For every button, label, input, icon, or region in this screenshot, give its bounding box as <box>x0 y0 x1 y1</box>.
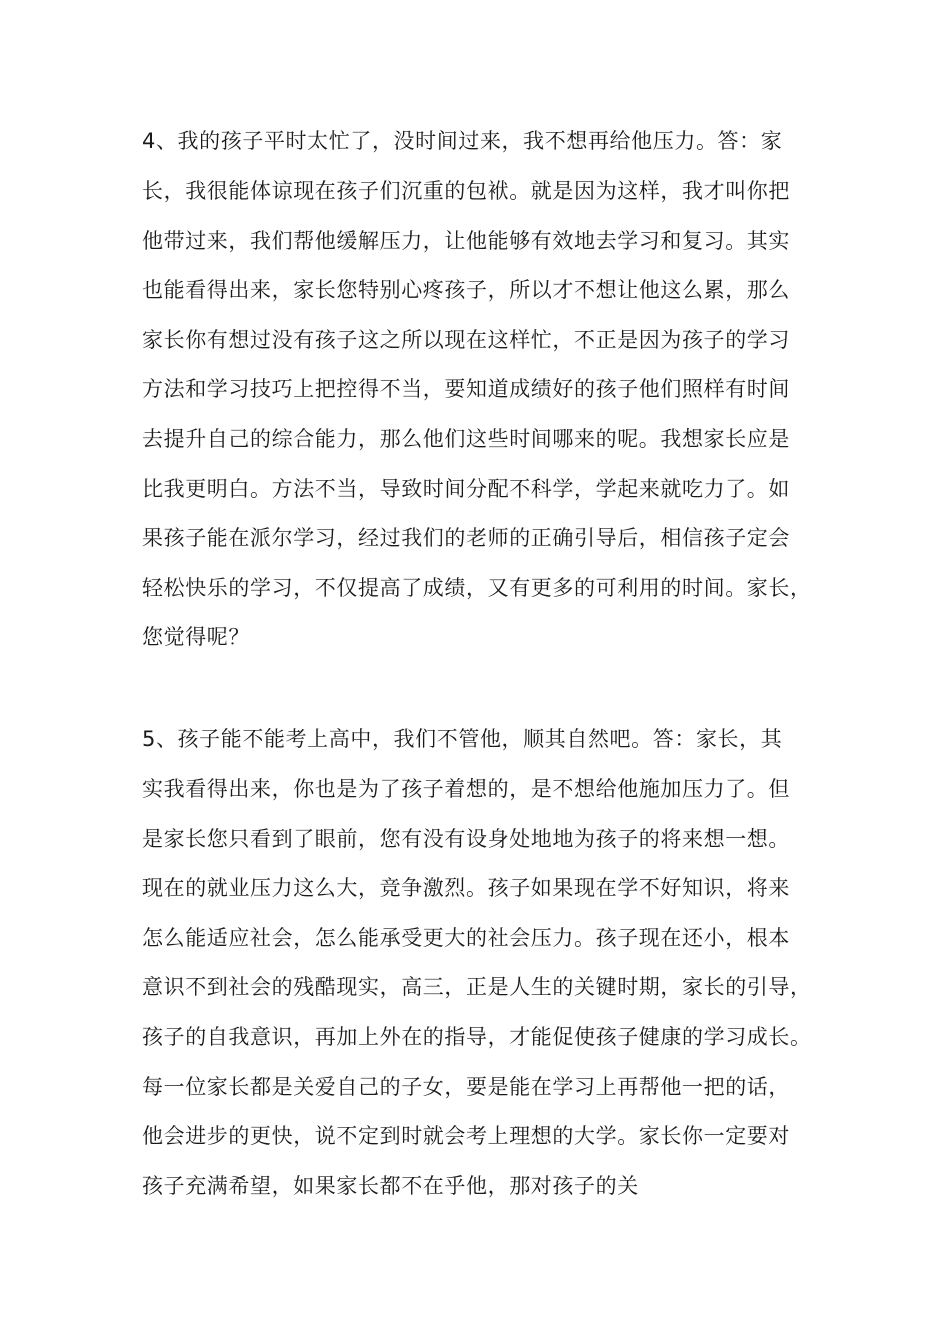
text-line: 4、我的孩子平时太忙了，没时间过来，我不想再给他压力。答：家 <box>142 129 783 153</box>
text-line: 您觉得呢？ <box>142 625 250 649</box>
text-line: 家长你有想过没有孩子这之所以现在这样忙，不正是因为孩子的学习 <box>142 328 790 352</box>
text-line: 孩子的自我意识，再加上外在的指导，才能促使孩子健康的学习成长。 <box>142 1025 812 1049</box>
text-line: 孩子充满希望，如果家长都不在乎他，那对孩子的关 <box>142 1174 639 1198</box>
text-line: 长，我很能体谅现在孩子们沉重的包袱。就是因为这样，我才叫你把 <box>142 179 790 203</box>
text-line: 也能看得出来，家长您特别心疼孩子，所以才不想让他这么累，那么 <box>142 278 790 302</box>
text-line: 实我看得出来，你也是为了孩子着想的，是不想给他施加压力了。但 <box>142 777 790 801</box>
text-line: 轻松快乐的学习，不仅提高了成绩，又有更多的可利用的时间。家长， <box>142 576 812 600</box>
text-line: 怎么能适应社会，怎么能承受更大的社会压力。孩子现在还小，根本 <box>142 926 790 950</box>
text-line: 比我更明白。方法不当，导致时间分配不科学，学起来就吃力了。如 <box>142 477 790 501</box>
text-line: 每一位家长都是关爱自己的子女，要是能在学习上再帮他一把的话， <box>142 1075 790 1099</box>
text-line: 果孩子能在派尔学习，经过我们的老师的正确引导后，相信孩子定会 <box>142 526 790 550</box>
text-line: 5、孩子能不能考上高中，我们不管他，顺其自然吧。答：家长，其 <box>142 727 783 751</box>
text-line: 现在的就业压力这么大，竞争激烈。孩子如果现在学不好知识，将来 <box>142 876 790 900</box>
text-line: 他会进步的更快，说不定到时就会考上理想的大学。家长你一定要对 <box>142 1124 790 1148</box>
text-line: 意识不到社会的残酷现实，高三，正是人生的关键时期，家长的引导， <box>142 975 812 999</box>
text-line: 他带过来，我们帮他缓解压力，让他能够有效地去学习和复习。其实 <box>142 229 790 253</box>
text-line: 方法和学习技巧上把控得不当，要知道成绩好的孩子他们照样有时间 <box>142 377 790 401</box>
text-line: 去提升自己的综合能力，那么他们这些时间哪来的呢。我想家长应是 <box>142 427 790 451</box>
text-line: 是家长您只看到了眼前，您有没有设身处地地为孩子的将来想一想。 <box>142 827 790 851</box>
